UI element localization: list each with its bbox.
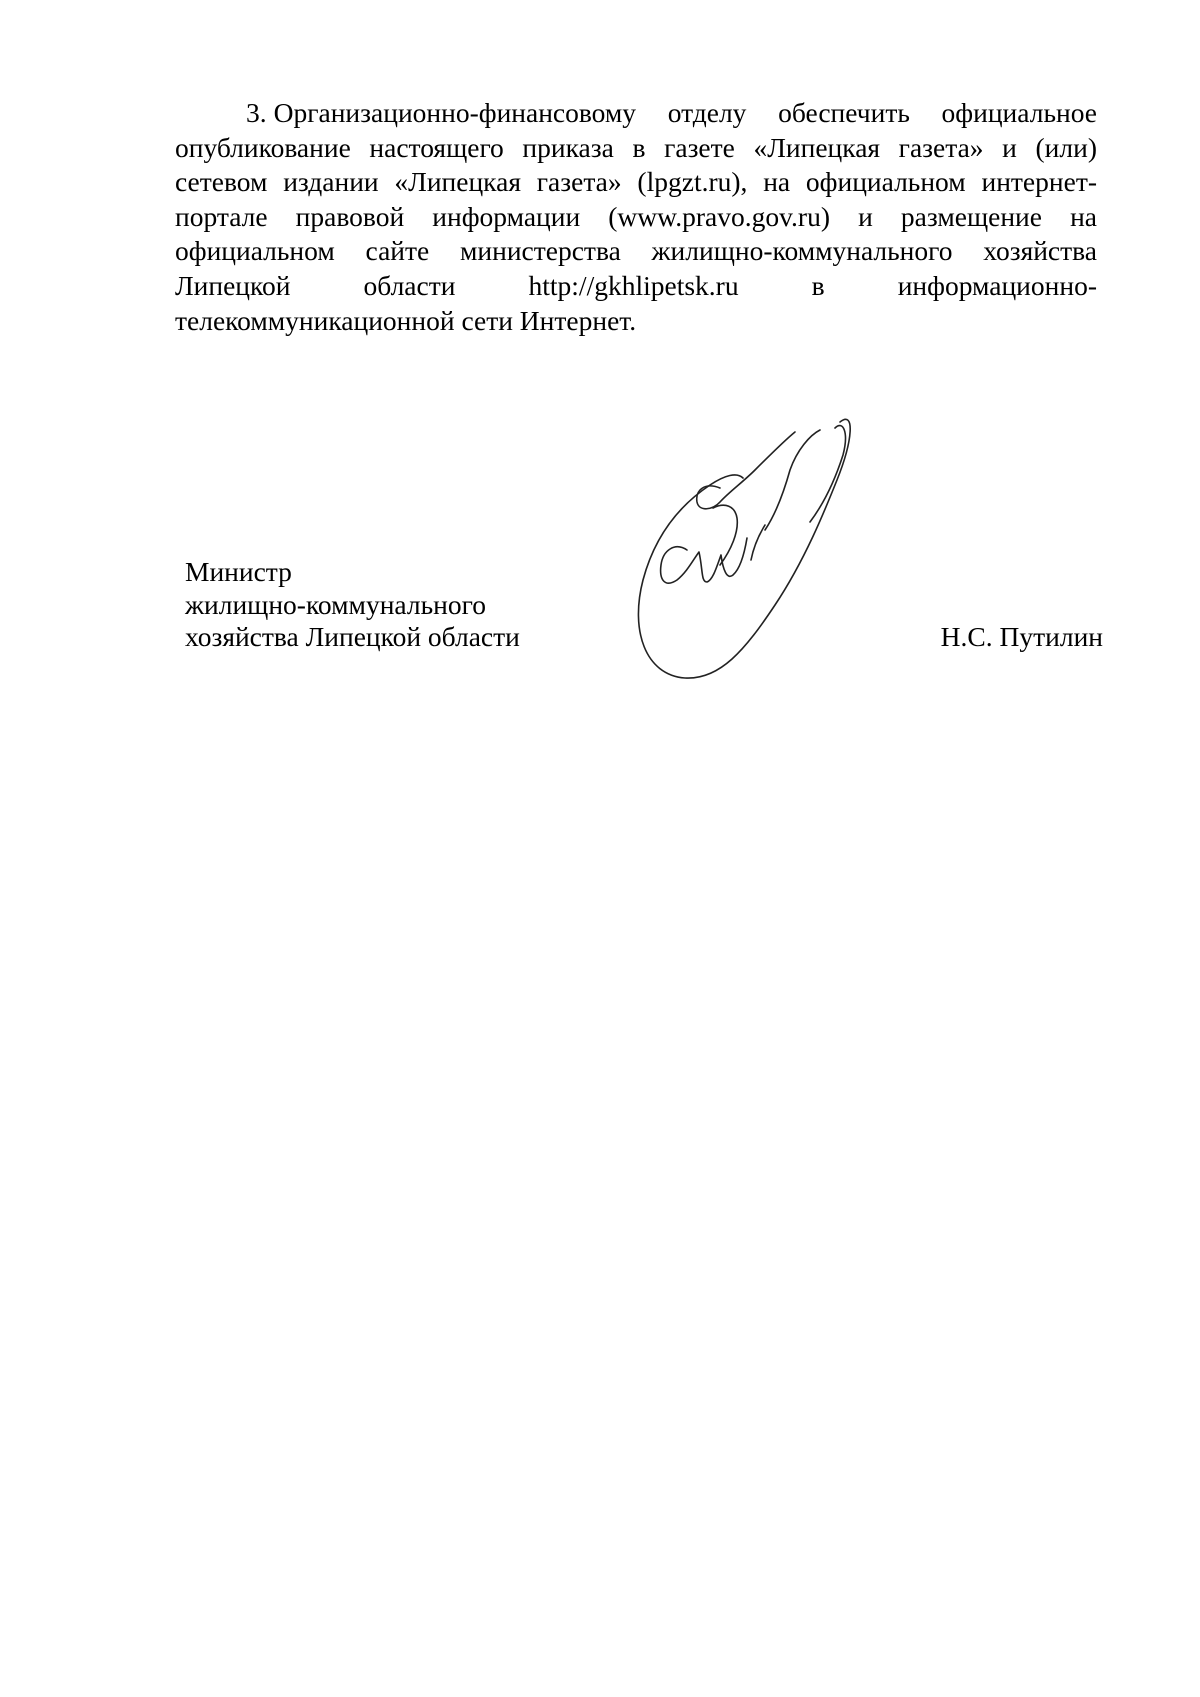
position-line-1: Министр <box>185 556 292 587</box>
paragraph-3 <box>175 96 1097 338</box>
paragraph-text: Организационно-финансовому отделу обеспечить официальное опубликование настоящего приказа в газете «Липецкая газета» и (или) сетевом издании «Липецкая газета» (lpgzt.ru), на официальном интернет-портале правовой информации (www.pravo.gov.ru) и размещение на официальном сайте министерства жилищно-коммунального хозяйства Липецкой области http://gkhlipetsk.ru в информационно-телекоммуникационной сети Интернет. <box>175 97 1097 336</box>
position-line-2: жилищно-коммунального <box>185 588 486 620</box>
position-line-3: хозяйства Липецкой области <box>185 621 520 652</box>
signer-position <box>185 556 520 654</box>
handwritten-signature-icon <box>625 410 905 710</box>
signer-name: Н.С. Путилин <box>940 621 1103 652</box>
paragraph-number: 3. <box>246 97 267 128</box>
